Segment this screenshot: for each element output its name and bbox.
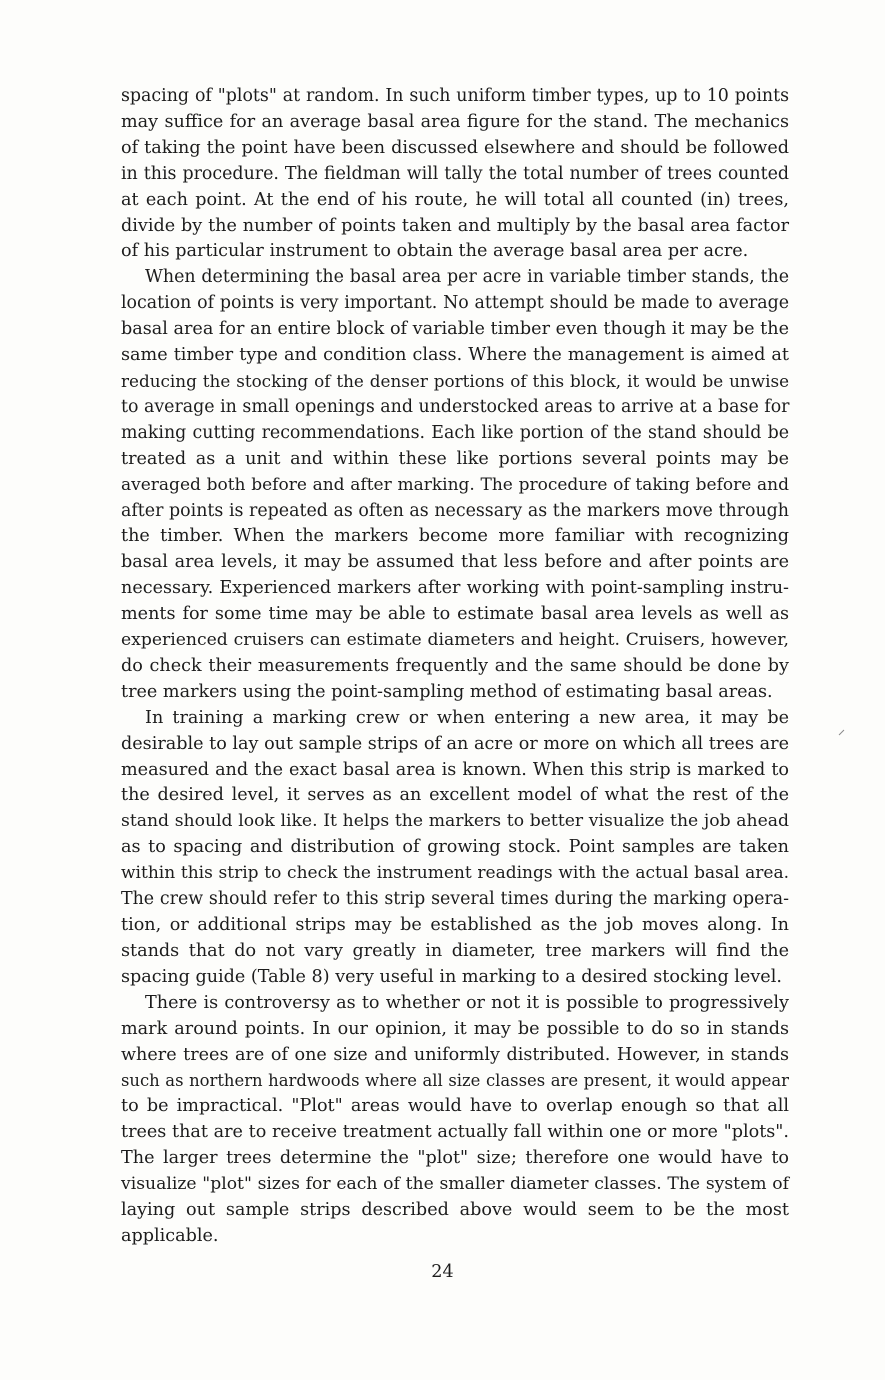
text-line: basal area for an entire block of variable timber even though it may be the	[121, 319, 789, 340]
text-line: mark around points. In our opinion, it may be possible to do so in stands	[121, 1018, 789, 1039]
scan-speck	[839, 730, 845, 736]
text-line: necessary. Experienced markers after working with point-sampling instru-	[121, 578, 789, 599]
text-line: of taking the point have been discussed elsewhere and should be followed	[121, 137, 789, 158]
text-line: the desired level, it serves as an excellent model of what the rest of the	[121, 785, 789, 806]
text-line: location of points is very important. No attempt should be made to average	[121, 293, 789, 314]
text-line: averaged both before and after marking. The procedure of taking before and	[121, 474, 789, 495]
text-line: reducing the stocking of the denser portions of this block, it would be unwise	[121, 370, 789, 391]
text-line: trees that are to receive treatment actually fall within one or more "plots".	[121, 1122, 789, 1143]
text-line: The larger trees determine the "plot" size; therefore one would have to	[121, 1148, 789, 1169]
body-text	[121, 84, 789, 1250]
text-line: same timber type and condition class. Where the management is aimed at	[121, 345, 789, 366]
text-line: the timber. When the markers become more familiar with recognizing	[121, 526, 789, 547]
text-line: visualize "plot" sizes for each of the smaller diameter classes. The system of	[121, 1174, 789, 1195]
paragraph-4	[121, 991, 789, 1250]
text-line: spacing of "plots" at random. In such uniform timber types, up to 10 points	[121, 86, 789, 106]
paragraph-2	[121, 265, 789, 705]
text-line: within this strip to check the instrument readings with the actual basal area.	[121, 863, 789, 884]
page-number: 24	[431, 1262, 454, 1282]
text-line: measured and the exact basal area is known. When this strip is marked to	[121, 759, 789, 780]
paragraph-3	[121, 706, 789, 991]
paragraph-1	[121, 84, 789, 265]
text-line: There is controversy as to whether or not it is possible to progressively	[145, 992, 789, 1013]
text-line: treated as a unit and within these like portions several points may be	[121, 448, 789, 469]
text-line: ments for some time may be able to estimate basal area levels as well as	[121, 604, 789, 625]
text-line: applicable.	[121, 1225, 219, 1246]
text-line: as to spacing and distribution of growing stock. Point samples are taken	[121, 837, 789, 858]
text-line: basal area levels, it may be assumed that less before and after points are	[121, 552, 789, 573]
text-line: experienced cruisers can estimate diameters and height. Cruisers, however,	[121, 630, 789, 651]
text-line: desirable to lay out sample strips of an acre or more on which all trees are	[121, 733, 789, 754]
text-line: such as northern hardwoods where all size classes are present, it would appear	[121, 1071, 789, 1091]
text-line: tion, or additional strips may be established as the job moves along. In	[121, 915, 789, 935]
text-line: at each point. At the end of his route, he will total all counted (in) trees,	[121, 189, 789, 210]
text-line: stands that do not vary greatly in diameter, tree markers will find the	[121, 940, 789, 961]
text-line: do check their measurements frequently and the same should be done by	[121, 655, 789, 676]
text-line: tree markers using the point-sampling method of estimating basal areas.	[121, 681, 773, 702]
text-line: divide by the number of points taken and multiply by the basal area factor	[121, 215, 789, 236]
text-line: stand should look like. It helps the markers to better visualize the job ahead	[121, 811, 789, 832]
text-line: may suffice for an average basal area figure for the stand. The mechanics	[121, 111, 789, 132]
text-line: making cutting recommendations. Each like portion of the stand should be	[121, 422, 789, 443]
text-line: of his particular instrument to obtain the average basal area per acre.	[121, 241, 749, 262]
text-line: spacing guide (Table 8) very useful in marking to a desired stocking level.	[121, 966, 782, 987]
text-line: to be impractical. "Plot" areas would have to overlap enough so that all	[121, 1096, 789, 1117]
text-line: laying out sample strips described above would seem to be the most	[121, 1199, 789, 1220]
text-line: to average in small openings and understocked areas to arrive at a base for	[121, 396, 790, 417]
text-line: When determining the basal area per acre in variable timber stands, the	[145, 267, 789, 288]
text-line: after points is repeated as often as necessary as the markers move through	[121, 500, 789, 521]
text-line: The crew should refer to this strip several times during the marking opera-	[121, 889, 789, 910]
text-line: in this procedure. The fieldman will tally the total number of trees counted	[121, 163, 789, 184]
text-line: In training a marking crew or when entering a new area, it may be	[145, 707, 789, 728]
text-line: where trees are of one size and uniformly distributed. However, in stands	[121, 1044, 789, 1065]
